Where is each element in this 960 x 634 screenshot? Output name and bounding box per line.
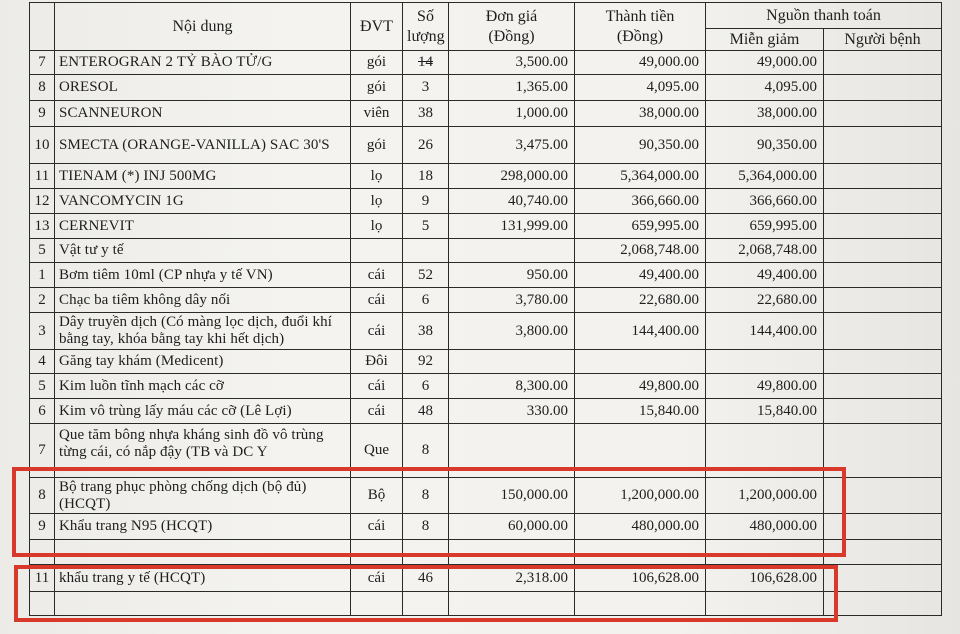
row-total: 49,400.00 bbox=[575, 263, 706, 288]
row-exempt: 4,095.00 bbox=[706, 75, 824, 101]
row-patient bbox=[824, 374, 942, 399]
row-patient bbox=[824, 127, 942, 164]
highlight-box-upper bbox=[12, 467, 846, 557]
row-price: 60,000.00 bbox=[449, 514, 575, 540]
row-qty: 52 bbox=[403, 263, 449, 288]
table-row bbox=[30, 374, 942, 399]
row-unit: gói bbox=[351, 51, 403, 75]
row-qty: 8 bbox=[403, 478, 449, 514]
row-unit: cái bbox=[351, 263, 403, 288]
row-qty: 6 bbox=[403, 374, 449, 399]
table-row bbox=[30, 189, 942, 214]
row-content: SMECTA (ORANGE-VANILLA) SAC 30'S bbox=[55, 127, 351, 164]
row-no: 9 bbox=[30, 101, 55, 127]
row-content: ENTEROGRAN 2 TỶ BÀO TỬ/G bbox=[55, 51, 351, 75]
row-patient bbox=[824, 51, 942, 75]
row-unit: cái bbox=[351, 288, 403, 313]
row-exempt: 90,350.00 bbox=[706, 127, 824, 164]
table-row bbox=[30, 101, 942, 127]
row-content: Bơm tiêm 10ml (CP nhựa y tế VN) bbox=[55, 263, 351, 288]
row-patient bbox=[824, 288, 942, 313]
row-patient bbox=[824, 313, 942, 350]
header-patient: Người bệnh bbox=[824, 29, 942, 51]
row-total bbox=[575, 350, 706, 374]
row-no: 7 bbox=[30, 51, 55, 75]
table-row bbox=[30, 263, 942, 288]
row-no: 5 bbox=[30, 374, 55, 399]
row-no: 6 bbox=[30, 399, 55, 424]
row-price: 150,000.00 bbox=[449, 478, 575, 514]
row-content: Khẩu trang N95 (HCQT) bbox=[55, 514, 351, 540]
row-patient bbox=[824, 214, 942, 239]
row-qty: 9 bbox=[403, 189, 449, 214]
row-patient bbox=[824, 101, 942, 127]
row-unit: viên bbox=[351, 101, 403, 127]
row-no: 13 bbox=[30, 214, 55, 239]
row-patient bbox=[824, 75, 942, 101]
row-price: 131,999.00 bbox=[449, 214, 575, 239]
row-qty: 8 bbox=[403, 424, 449, 478]
row-patient bbox=[824, 565, 942, 592]
row-qty: 38 bbox=[403, 313, 449, 350]
row-total: 4,095.00 bbox=[575, 75, 706, 101]
header-qty-line2: lượng bbox=[407, 27, 445, 45]
row-qty: 38 bbox=[403, 101, 449, 127]
row-qty: 8 bbox=[403, 514, 449, 540]
row-exempt: 2,068,748.00 bbox=[706, 239, 824, 263]
row-exempt bbox=[706, 350, 824, 374]
row-total: 2,068,748.00 bbox=[575, 239, 706, 263]
row-exempt: 22,680.00 bbox=[706, 288, 824, 313]
row-total: 5,364,000.00 bbox=[575, 164, 706, 189]
row-no: 1 bbox=[30, 263, 55, 288]
row-total: 49,000.00 bbox=[575, 51, 706, 75]
header-price-line2: (Đồng) bbox=[488, 27, 535, 45]
row-exempt: 1,200,000.00 bbox=[706, 478, 824, 514]
row-content: Que tăm bông nhựa kháng sinh đồ vô trùng từng cái, có nắp đậy (TB và DC Y bbox=[55, 424, 351, 478]
row-qty: 46 bbox=[403, 565, 449, 592]
row-price: 1,000.00 bbox=[449, 101, 575, 127]
row-total: 15,840.00 bbox=[575, 399, 706, 424]
row-total: 90,350.00 bbox=[575, 127, 706, 164]
row-unit: Đôi bbox=[351, 350, 403, 374]
row-total: 144,400.00 bbox=[575, 313, 706, 350]
row-unit: Bộ bbox=[351, 478, 403, 514]
row-exempt: 15,840.00 bbox=[706, 399, 824, 424]
row-no: 7 bbox=[30, 424, 55, 478]
row-total: 366,660.00 bbox=[575, 189, 706, 214]
row-no: 4 bbox=[30, 350, 55, 374]
row-qty: 18 bbox=[403, 164, 449, 189]
row-no: 12 bbox=[30, 189, 55, 214]
header-exempt: Miễn giảm bbox=[706, 29, 824, 51]
table-row bbox=[30, 350, 942, 374]
header-unit: ĐVT bbox=[351, 3, 403, 51]
row-patient bbox=[824, 239, 942, 263]
table-row-section bbox=[30, 239, 942, 263]
row-exempt: 144,400.00 bbox=[706, 313, 824, 350]
header-price-line1: Đơn giá bbox=[485, 7, 538, 25]
row-exempt: 659,995.00 bbox=[706, 214, 824, 239]
row-content: VANCOMYCIN 1G bbox=[55, 189, 351, 214]
row-price: 950.00 bbox=[449, 263, 575, 288]
row-price: 330.00 bbox=[449, 399, 575, 424]
row-patient bbox=[824, 164, 942, 189]
row-total: 480,000.00 bbox=[575, 514, 706, 540]
row-qty: 26 bbox=[403, 127, 449, 164]
header-total-line2: (Đồng) bbox=[616, 27, 664, 45]
row-unit: cái bbox=[351, 313, 403, 350]
row-price: 3,475.00 bbox=[449, 127, 575, 164]
header-no bbox=[30, 3, 55, 51]
header-content: Nội dung bbox=[55, 3, 351, 51]
row-total: 659,995.00 bbox=[575, 214, 706, 239]
row-qty: 6 bbox=[403, 288, 449, 313]
table-row bbox=[30, 51, 942, 75]
row-content: khẩu trang y tế (HCQT) bbox=[55, 565, 351, 592]
highlight-box-lower bbox=[14, 565, 838, 622]
header-price bbox=[449, 3, 575, 51]
row-qty bbox=[403, 239, 449, 263]
row-qty: 92 bbox=[403, 350, 449, 374]
row-qty: 48 bbox=[403, 399, 449, 424]
row-no: 5 bbox=[30, 239, 55, 263]
row-price: 2,318.00 bbox=[449, 565, 575, 592]
row-unit: cái bbox=[351, 514, 403, 540]
row-content: ORESOL bbox=[55, 75, 351, 101]
row-price: 3,800.00 bbox=[449, 313, 575, 350]
header-qty-line1: Số bbox=[417, 7, 434, 25]
row-no: 10 bbox=[30, 127, 55, 164]
row-exempt: 366,660.00 bbox=[706, 189, 824, 214]
row-unit: cái bbox=[351, 399, 403, 424]
row-patient bbox=[824, 350, 942, 374]
row-no: 8 bbox=[30, 75, 55, 101]
row-content: Chạc ba tiêm không dây nối bbox=[55, 288, 351, 313]
row-patient bbox=[824, 399, 942, 424]
row-price bbox=[449, 239, 575, 263]
row-patient bbox=[824, 263, 942, 288]
row-total: 22,680.00 bbox=[575, 288, 706, 313]
row-content: CERNEVIT bbox=[55, 214, 351, 239]
row-no: 3 bbox=[30, 313, 55, 350]
row-total: 1,200,000.00 bbox=[575, 478, 706, 514]
row-no: 11 bbox=[30, 565, 55, 592]
row-patient bbox=[824, 189, 942, 214]
row-no: 2 bbox=[30, 288, 55, 313]
header-total-line1: Thành tiền bbox=[605, 7, 675, 25]
row-total: 106,628.00 bbox=[575, 565, 706, 592]
row-price: 40,740.00 bbox=[449, 189, 575, 214]
row-unit: gói bbox=[351, 127, 403, 164]
row-qty: 3 bbox=[403, 75, 449, 101]
table-row bbox=[30, 127, 942, 164]
row-content: TIENAM (*) INJ 500MG bbox=[55, 164, 351, 189]
table-row bbox=[30, 313, 942, 350]
row-exempt: 38,000.00 bbox=[706, 101, 824, 127]
row-content: Bộ trang phục phòng chống dịch (bộ đủ) (HCQT) bbox=[55, 478, 351, 514]
row-price: 298,000.00 bbox=[449, 164, 575, 189]
row-unit: lọ bbox=[351, 214, 403, 239]
row-patient bbox=[824, 592, 942, 616]
header-qty bbox=[403, 3, 449, 51]
row-price: 1,365.00 bbox=[449, 75, 575, 101]
row-price: 3,780.00 bbox=[449, 288, 575, 313]
row-price: 8,300.00 bbox=[449, 374, 575, 399]
row-price: 3,500.00 bbox=[449, 51, 575, 75]
row-unit bbox=[351, 239, 403, 263]
row-no: 8 bbox=[30, 478, 55, 514]
row-qty: 5 bbox=[403, 214, 449, 239]
header-total bbox=[575, 3, 706, 51]
row-unit: lọ bbox=[351, 164, 403, 189]
row-exempt: 49,000.00 bbox=[706, 51, 824, 75]
row-unit: cái bbox=[351, 565, 403, 592]
row-content: Dây truyền dịch (Có màng lọc dịch, đuổi khí bằng tay, khóa bằng tay khi hết dịch) bbox=[55, 313, 351, 350]
row-exempt: 106,628.00 bbox=[706, 565, 824, 592]
table-row bbox=[30, 164, 942, 189]
row-content: Vật tư y tế bbox=[55, 239, 351, 263]
table-row bbox=[30, 214, 942, 239]
row-exempt: 49,800.00 bbox=[706, 374, 824, 399]
header-funding: Nguồn thanh toán bbox=[706, 3, 942, 29]
row-exempt: 5,364,000.00 bbox=[706, 164, 824, 189]
row-unit: cái bbox=[351, 374, 403, 399]
row-total: 38,000.00 bbox=[575, 101, 706, 127]
row-unit: Que bbox=[351, 424, 403, 478]
row-exempt: 49,400.00 bbox=[706, 263, 824, 288]
row-price bbox=[449, 350, 575, 374]
row-no: 11 bbox=[30, 164, 55, 189]
table-row bbox=[30, 399, 942, 424]
row-qty: 14 bbox=[403, 51, 449, 75]
table-row bbox=[30, 288, 942, 313]
row-unit: lọ bbox=[351, 189, 403, 214]
table-row bbox=[30, 75, 942, 101]
row-unit: gói bbox=[351, 75, 403, 101]
row-content: SCANNEURON bbox=[55, 101, 351, 127]
row-no: 9 bbox=[30, 514, 55, 540]
row-content: Kim luồn tĩnh mạch các cỡ bbox=[55, 374, 351, 399]
row-content: Găng tay khám (Medicent) bbox=[55, 350, 351, 374]
row-total: 49,800.00 bbox=[575, 374, 706, 399]
row-content: Kim vô trùng lấy máu các cỡ (Lê Lợi) bbox=[55, 399, 351, 424]
row-exempt: 480,000.00 bbox=[706, 514, 824, 540]
